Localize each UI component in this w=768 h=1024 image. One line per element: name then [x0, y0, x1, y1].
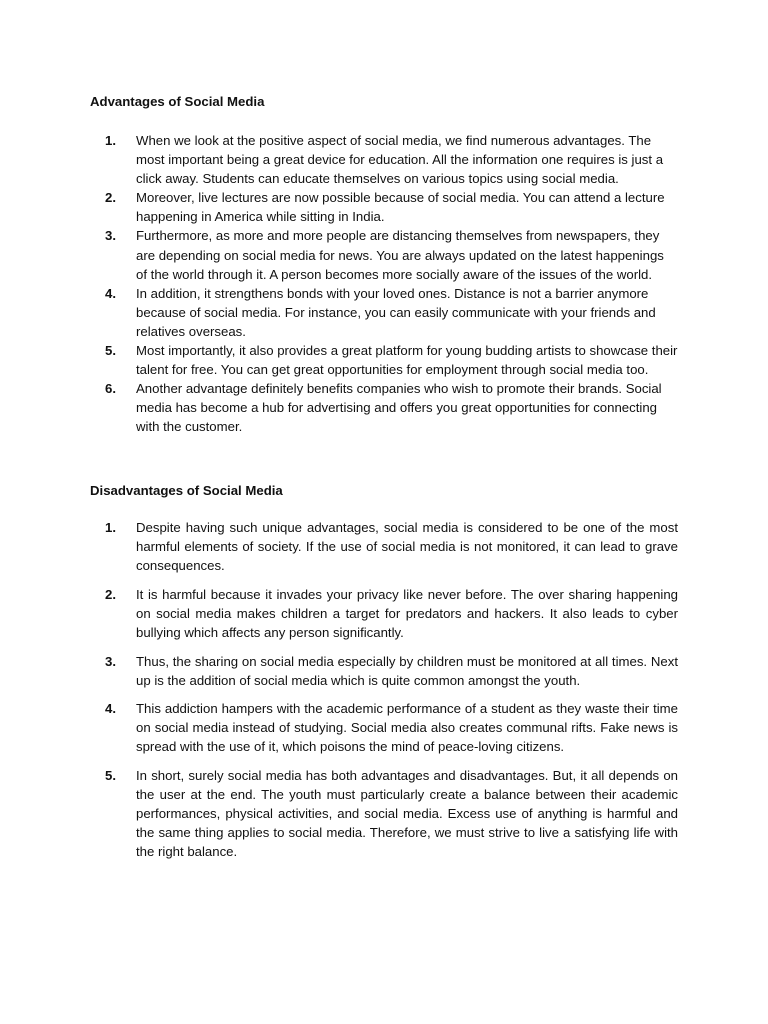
list-item: [90, 379, 678, 436]
list-item-text: Furthermore, as more and more people are distancing themselves from newspapers, they are depending on social media for news. You are always updated on the latest happenings of the world through it. A person becomes more socially aware of the issues of the world.: [136, 228, 664, 282]
list-item: [90, 652, 678, 690]
list-item: [90, 188, 678, 226]
list-item-text: Most importantly, it also provides a great platform for young budding artists to showcase their talent for free. You can get great opportunities for employment through social media too.: [136, 343, 678, 378]
list-item: [90, 226, 678, 283]
list-item-text: When we look at the positive aspect of social media, we find numerous advantages. The most important being a great device for education. All the information one requires is just a click away. Students can educate themselves on various topics using social media.: [136, 133, 664, 187]
list-number: 6.: [105, 381, 116, 397]
advantages-list: [90, 131, 678, 437]
list-item-text: Despite having such unique advantages, social media is considered to be one of the most harmful elements of society. If the use of social media is not monitored, it can lead to grave consequences.: [136, 520, 678, 574]
list-number: 3.: [105, 228, 116, 244]
list-number: 4.: [105, 285, 116, 301]
list-item-text: It is harmful because it invades your privacy like never before. The over sharing happening on social media makes children a target for predators and hackers. It also leads to cyber bullying which affects any person significantly.: [136, 586, 678, 640]
list-item-text: Thus, the sharing on social media especially by children must be monitored at all times. Next up is the addition of social media which is quite common amongst the youth.: [136, 653, 678, 688]
list-number: 2.: [105, 190, 116, 206]
disadvantages-heading: Disadvantages of Social Media: [90, 483, 283, 498]
disadvantages-list: [90, 518, 678, 871]
list-item: [90, 766, 678, 861]
list-item-text: In addition, it strengthens bonds with your loved ones. Distance is not a barrier anymore because of social media. For instance, you can easily communicate with your friends and relatives overseas.: [136, 285, 656, 339]
list-number: 2.: [105, 586, 116, 602]
advantages-heading: Advantages of Social Media: [90, 94, 265, 109]
list-item-text: Moreover, live lectures are now possible because of social media. You can attend a lecture happening in America while sitting in India.: [136, 190, 665, 225]
list-item: [90, 585, 678, 642]
list-number: 1.: [105, 520, 116, 535]
list-item-text: In short, surely social media has both advantages and disadvantages. But, it all depends on the user at the end. The youth must particularly create a balance between their academic performances, physical activities, and social media. Excess use of anything is harmful and the same thing applies to social media. Therefore, we must strive to live a satisfying life with the right balance.: [136, 768, 678, 860]
list-number: 1.: [105, 133, 116, 148]
list-number: 4.: [105, 701, 116, 717]
list-item-text: Another advantage definitely benefits companies who wish to promote their brands. Social media has become a hub for advertising and offers you great opportunities for connecting with the customer.: [136, 381, 662, 435]
list-number: 5.: [105, 768, 116, 784]
list-item: [90, 131, 678, 188]
list-item: [90, 341, 678, 379]
list-item: [90, 284, 678, 341]
list-number: 5.: [105, 343, 116, 359]
list-item: [90, 518, 678, 575]
list-item: [90, 699, 678, 756]
list-number: 3.: [105, 653, 116, 669]
list-item-text: This addiction hampers with the academic performance of a student as they waste their time on social media instead of studying. Social media also creates communal rifts. Fake news is spread with the use of it, which poisons the mind of peace-loving citizens.: [136, 701, 678, 755]
